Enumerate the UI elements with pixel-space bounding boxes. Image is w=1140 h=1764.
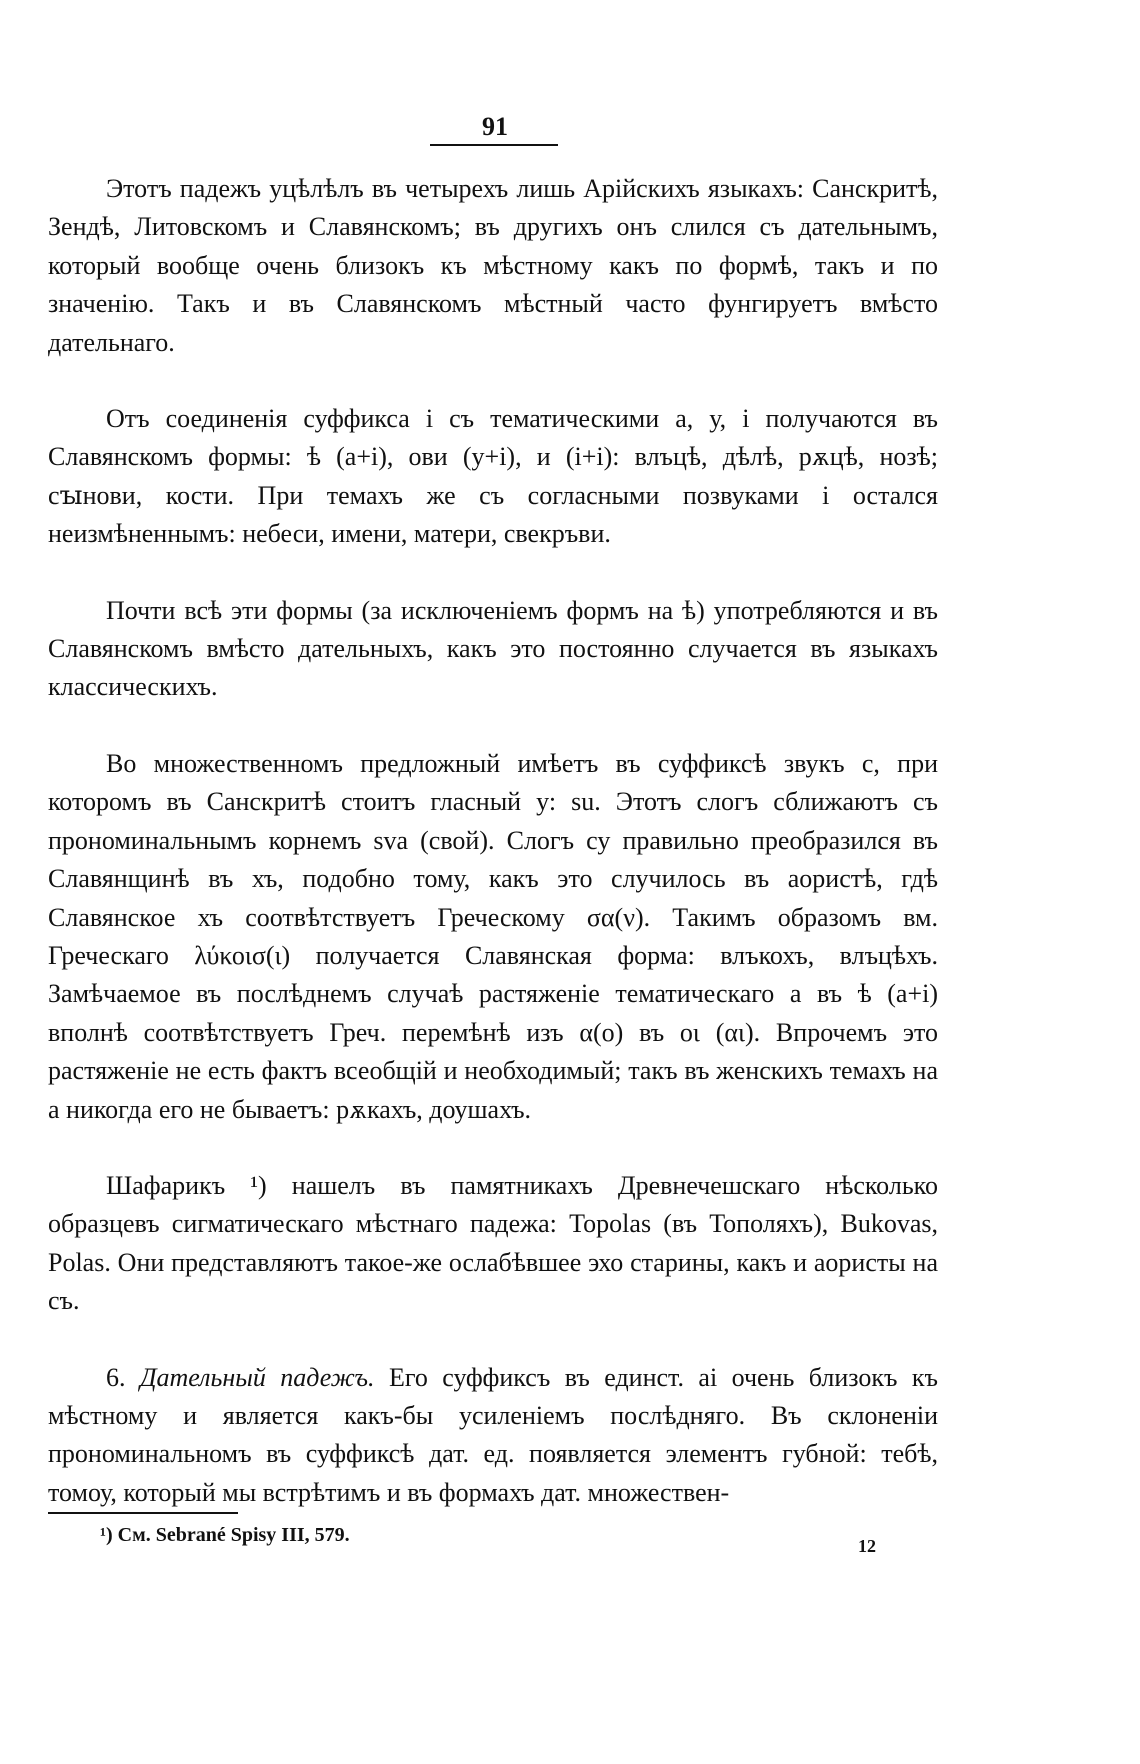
- footnote-rule: [48, 1512, 238, 1514]
- paragraph-4: Во множественномъ предложный имѣетъ въ суффиксѣ звукъ с, при которомъ въ Санскритѣ стоитъ гласный у: su. Этотъ слогъ сближаютъ съ прономинальнымъ корнемъ sva (свой). Слогъ су правильно преобразился въ Славянщинѣ въ хъ, подобно тому, какъ это случилось въ аористѣ, гдѣ Славянское хъ соотвѣтствуетъ Греческому σα(ν). Такимъ образомъ вм. Греческаго λύκοισ(ι) получается Славянская форма: влъкохъ, влъцѣхъ. Замѣчаемое въ послѣднемъ случаѣ растяженіе тематическаго а въ ѣ (а+і) вполнѣ соотвѣтствуетъ Греч. перемѣнѣ изъ α(ο) въ οι (αι). Впрочемъ это растяженіе не есть фактъ всеобщій и необходимый; такъ въ женскихъ темахъ на а никогда его не бываетъ: рѫкахъ, доушахъ.: [48, 748, 938, 1124]
- paragraph-2: Отъ соединенія суффикса і съ тематическими а, у, і получаются въ Славянскомъ формы: ѣ (а+і), ови (у+і), и (і+і): влъцѣ, дѣлѣ, рѫцѣ, нозѣ; сꙑнови, кости. При темахъ же съ согласными позвуками і остался неизмѣненнымъ: небеси, имени, матери, свекръви.: [48, 404, 938, 549]
- footnote: ¹) См. Sebrané Spisy III, 579.: [100, 1524, 350, 1546]
- paragraph-3: Почти всѣ эти формы (за исключеніемъ формъ на ѣ) употребляются и въ Славянскомъ вмѣсто дательныхъ, какъ это постоянно случается въ языкахъ классическихъ.: [48, 595, 938, 702]
- page-number: 91: [482, 112, 508, 141]
- page-number-rule: [430, 144, 558, 146]
- paragraph-6: [48, 1359, 938, 1513]
- body-text: [48, 170, 938, 1512]
- section-number: 6.: [106, 1362, 126, 1392]
- paragraph-1: Этотъ падежъ уцѣлѣлъ въ четырехъ лишь Арійскихъ языкахъ: Санскритѣ, Зендѣ, Литовскомъ и Славянскомъ; въ другихъ онъ слился съ дательнымъ, который вообще очень близокъ къ мѣстному какъ по формѣ, такъ и по значенію. Такъ и въ Славянскомъ мѣстный часто фунгируетъ вмѣсто дательнаго.: [48, 174, 938, 357]
- section-text: Его суффиксъ въ единст. ai очень близокъ къ мѣстному и является какъ-бы усиленіемъ послѣдняго. Въ склоненіи прономинальномъ въ суффиксѣ дат. ед. появляется элементъ губной: тебѣ, томоу, который мы встрѣтимъ и въ формахъ дат. множествен-: [48, 1362, 938, 1507]
- section-heading: Дательный падежъ.: [139, 1362, 375, 1392]
- signature-mark: 12: [858, 1536, 876, 1556]
- paragraph-5: Шафарикъ ¹) нашелъ въ памятникахъ Древнечешскаго нѣсколько образцевъ сигматическаго мѣстнаго падежа: Topolas (въ Тополяхъ), Bukovas, Polas. Они представляютъ такое-же ослабѣвшее эхо старины, какъ и аористы на съ.: [48, 1170, 938, 1316]
